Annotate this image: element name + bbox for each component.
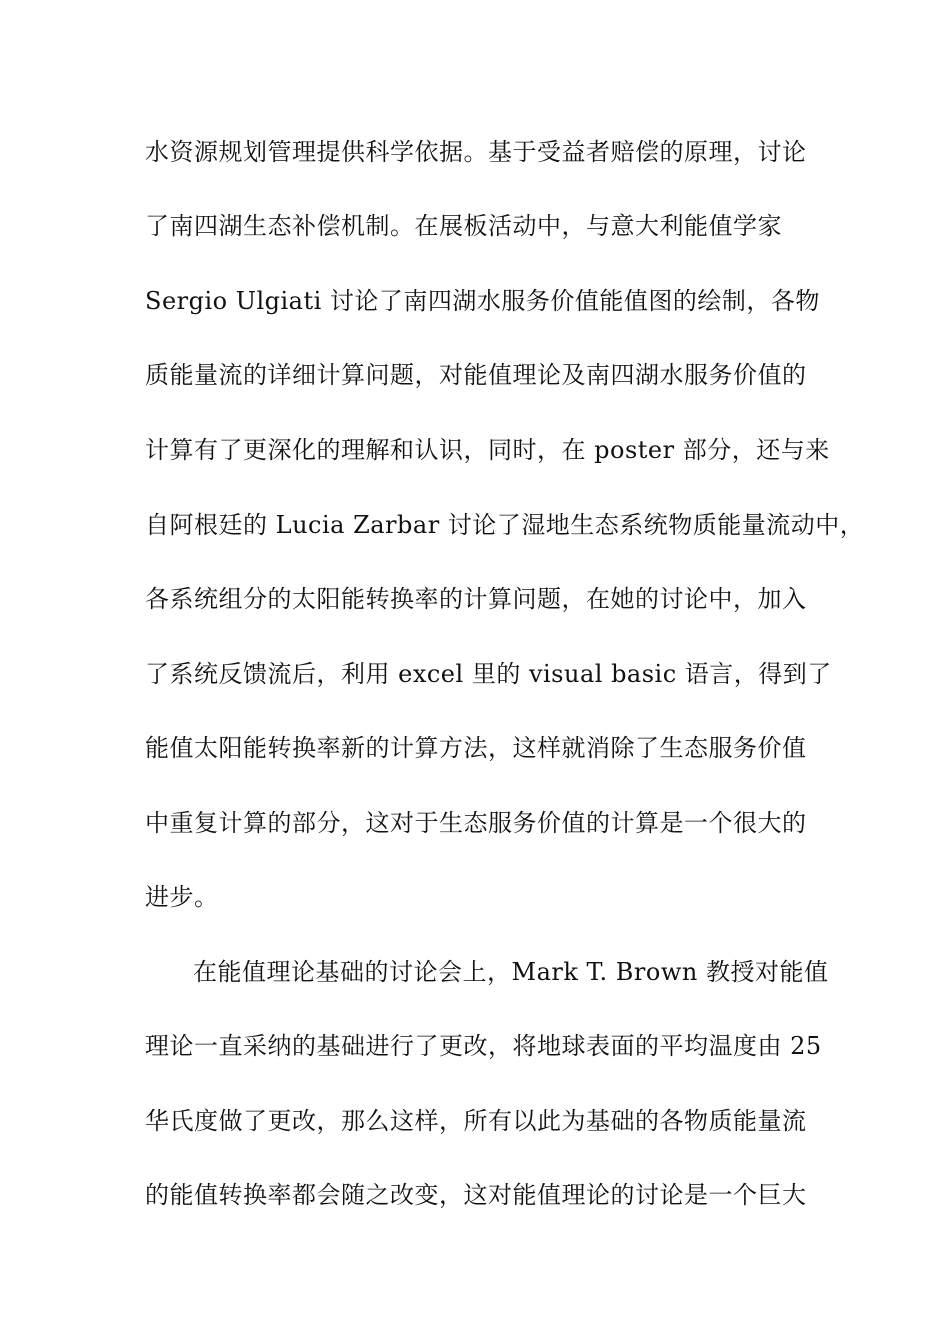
body-text-line: 自阿根廷的 Lucia Zarbar 讨论了湿地生态系统物质能量流动中，	[145, 511, 865, 539]
body-text-line: 质能量流的详细计算问题，对能值理论及南四湖水服务价值的	[145, 361, 807, 389]
body-text-line: 能值太阳能转换率新的计算方法，这样就消除了生态服务价值	[145, 734, 807, 762]
body-text-line: 各系统组分的太阳能转换率的计算问题，在她的讨论中，加入	[145, 585, 807, 613]
body-text-line: 了南四湖生态补偿机制。在展板活动中，与意大利能值学家	[145, 212, 782, 240]
body-text-line: 计算有了更深化的理解和认识，同时，在 poster 部分，还与来	[145, 436, 830, 464]
body-text-line: 理论一直采纳的基础进行了更改，将地球表面的平均温度由 25	[145, 1032, 822, 1060]
body-text-line: Sergio Ulgiati 讨论了南四湖水服务价值能值图的绘制，各物	[145, 287, 820, 315]
body-text-line: 中重复计算的部分，这对于生态服务价值的计算是一个很大的	[145, 809, 807, 837]
body-text-line: 了系统反馈流后，利用 excel 里的 visual basic 语言，得到了	[145, 660, 832, 688]
body-text-line: 水资源规划管理提供科学依据。基于受益者赔偿的原理，讨论	[145, 138, 807, 166]
body-text-line: 的能值转换率都会随之改变，这对能值理论的讨论是一个巨大	[145, 1181, 807, 1209]
body-text-line: 进步。	[145, 883, 219, 911]
body-text-line: 华氏度做了更改，那么这样，所有以此为基础的各物质能量流	[145, 1107, 807, 1135]
paragraph-first-line: 在能值理论基础的讨论会上，Mark T. Brown 教授对能值	[193, 958, 829, 986]
